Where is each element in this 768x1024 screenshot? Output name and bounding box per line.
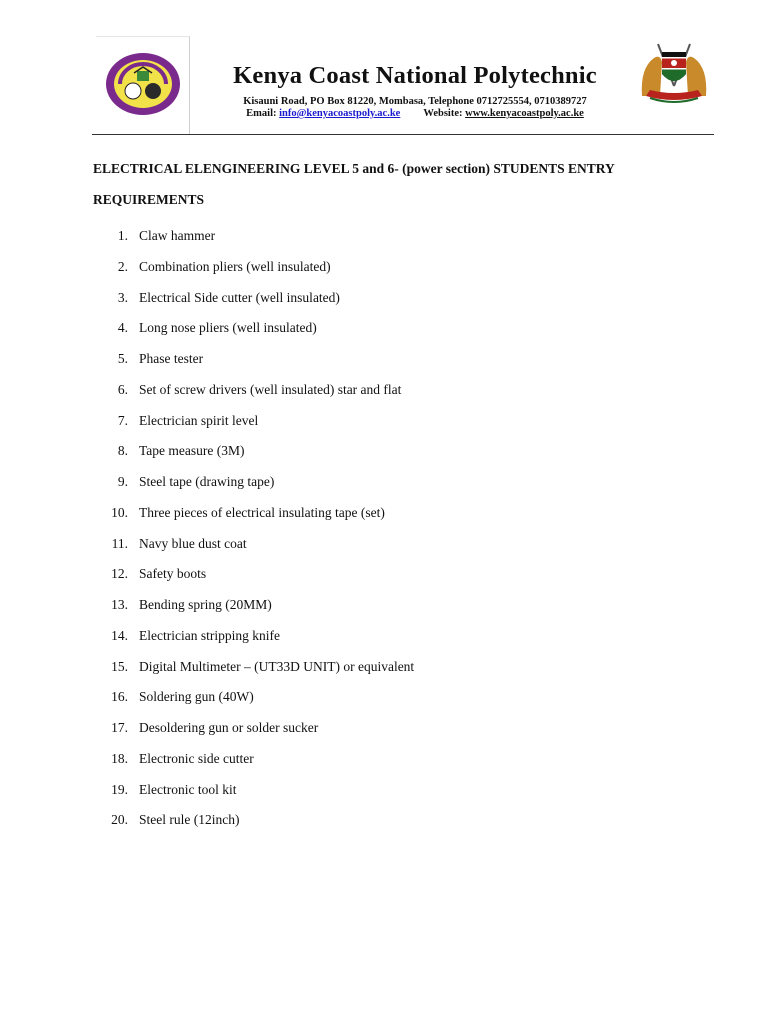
list-item	[93, 749, 693, 780]
item-number: 5.	[117, 351, 128, 366]
list-item	[93, 780, 693, 811]
item-text: Electronic tool kit	[139, 781, 237, 797]
item-text: Electrician spirit level	[139, 412, 259, 428]
list-item	[93, 503, 693, 534]
list-item	[93, 595, 693, 626]
item-number: 7.	[117, 412, 128, 428]
list-item	[93, 718, 693, 749]
item-number: 9.	[117, 474, 128, 489]
item-text: Electrical Side cutter (well insulated)	[139, 289, 340, 305]
item-text: Electronic side cutter	[139, 750, 254, 766]
item-text: Navy blue dust coat	[139, 535, 247, 551]
item-text: Digital Multimeter – (UT33D UNIT) or equivalent	[139, 658, 415, 674]
list-item	[93, 288, 693, 319]
item-text: Desoldering gun or solder sucker	[139, 720, 319, 735]
list-item	[93, 810, 693, 841]
email-link[interactable]: info@kenyacoastpoly.ac.ke	[279, 108, 401, 119]
item-number: 15.	[111, 658, 128, 674]
item-number: 18.	[111, 750, 128, 766]
item-text: Bending spring (20MM)	[139, 597, 272, 612]
item-text: Steel rule (12inch)	[139, 812, 240, 828]
list-item	[93, 349, 693, 380]
item-text: Long nose pliers (well insulated)	[139, 320, 317, 336]
institution-contact	[190, 108, 640, 119]
item-text: Steel tape (drawing tape)	[139, 474, 275, 489]
list-item	[93, 226, 693, 257]
email-label: Email:	[246, 108, 277, 119]
list-item	[93, 257, 693, 288]
item-text: Safety boots	[139, 566, 207, 582]
item-text: Claw hammer	[139, 228, 216, 243]
item-number: 16.	[111, 689, 128, 705]
item-text: Phase tester	[139, 351, 204, 366]
polytechnic-crest-icon	[104, 51, 182, 117]
item-number: 17.	[111, 720, 128, 735]
item-number: 4.	[117, 320, 128, 336]
website-label: Website:	[423, 108, 463, 119]
item-number: 20.	[111, 812, 128, 828]
list-item	[93, 411, 693, 442]
document-title: ELECTRICAL ELENGINEERING LEVEL 5 and 6- (power section) STUDENTS ENTRY REQUIREMENTS	[93, 161, 615, 207]
list-item	[93, 626, 693, 657]
item-number: 3.	[117, 289, 128, 305]
item-text: Soldering gun (40W)	[139, 689, 254, 705]
list-item	[93, 534, 693, 565]
item-number: 14.	[111, 627, 128, 643]
institution-address: Kisauni Road, PO Box 81220, Mombasa, Telephone 0712725554, 0710389727	[243, 96, 587, 107]
list-item	[93, 657, 693, 688]
list-item	[93, 472, 693, 503]
item-text: Electrician stripping knife	[139, 627, 280, 643]
list-item	[93, 380, 693, 411]
item-text: Tape measure (3M)	[139, 443, 245, 459]
website-link[interactable]: www.kenyacoastpoly.ac.ke	[465, 108, 584, 119]
item-number: 11.	[111, 535, 128, 551]
list-item	[93, 318, 693, 349]
item-text: Three pieces of electrical insulating tape (set)	[139, 504, 385, 520]
item-number: 8.	[117, 443, 128, 459]
item-number: 2.	[117, 258, 128, 274]
header-divider	[92, 134, 714, 135]
institution-name: Kenya Coast National Polytechnic	[233, 62, 597, 89]
item-number: 12.	[111, 566, 128, 582]
coat-of-arms-icon	[636, 38, 712, 108]
coat-of-arms	[636, 38, 712, 113]
item-text: Set of screw drivers (well insulated) star and flat	[139, 381, 402, 397]
item-text: Combination pliers (well insulated)	[139, 258, 331, 274]
requirements-list	[93, 226, 693, 841]
item-number: 6.	[117, 381, 128, 397]
item-number: 1.	[117, 228, 128, 243]
item-number: 19.	[111, 781, 128, 797]
item-number: 10.	[111, 504, 128, 520]
list-item	[93, 441, 693, 472]
polytechnic-logo	[96, 36, 190, 134]
list-item	[93, 564, 693, 595]
list-item	[93, 687, 693, 718]
item-number: 13.	[111, 597, 128, 612]
